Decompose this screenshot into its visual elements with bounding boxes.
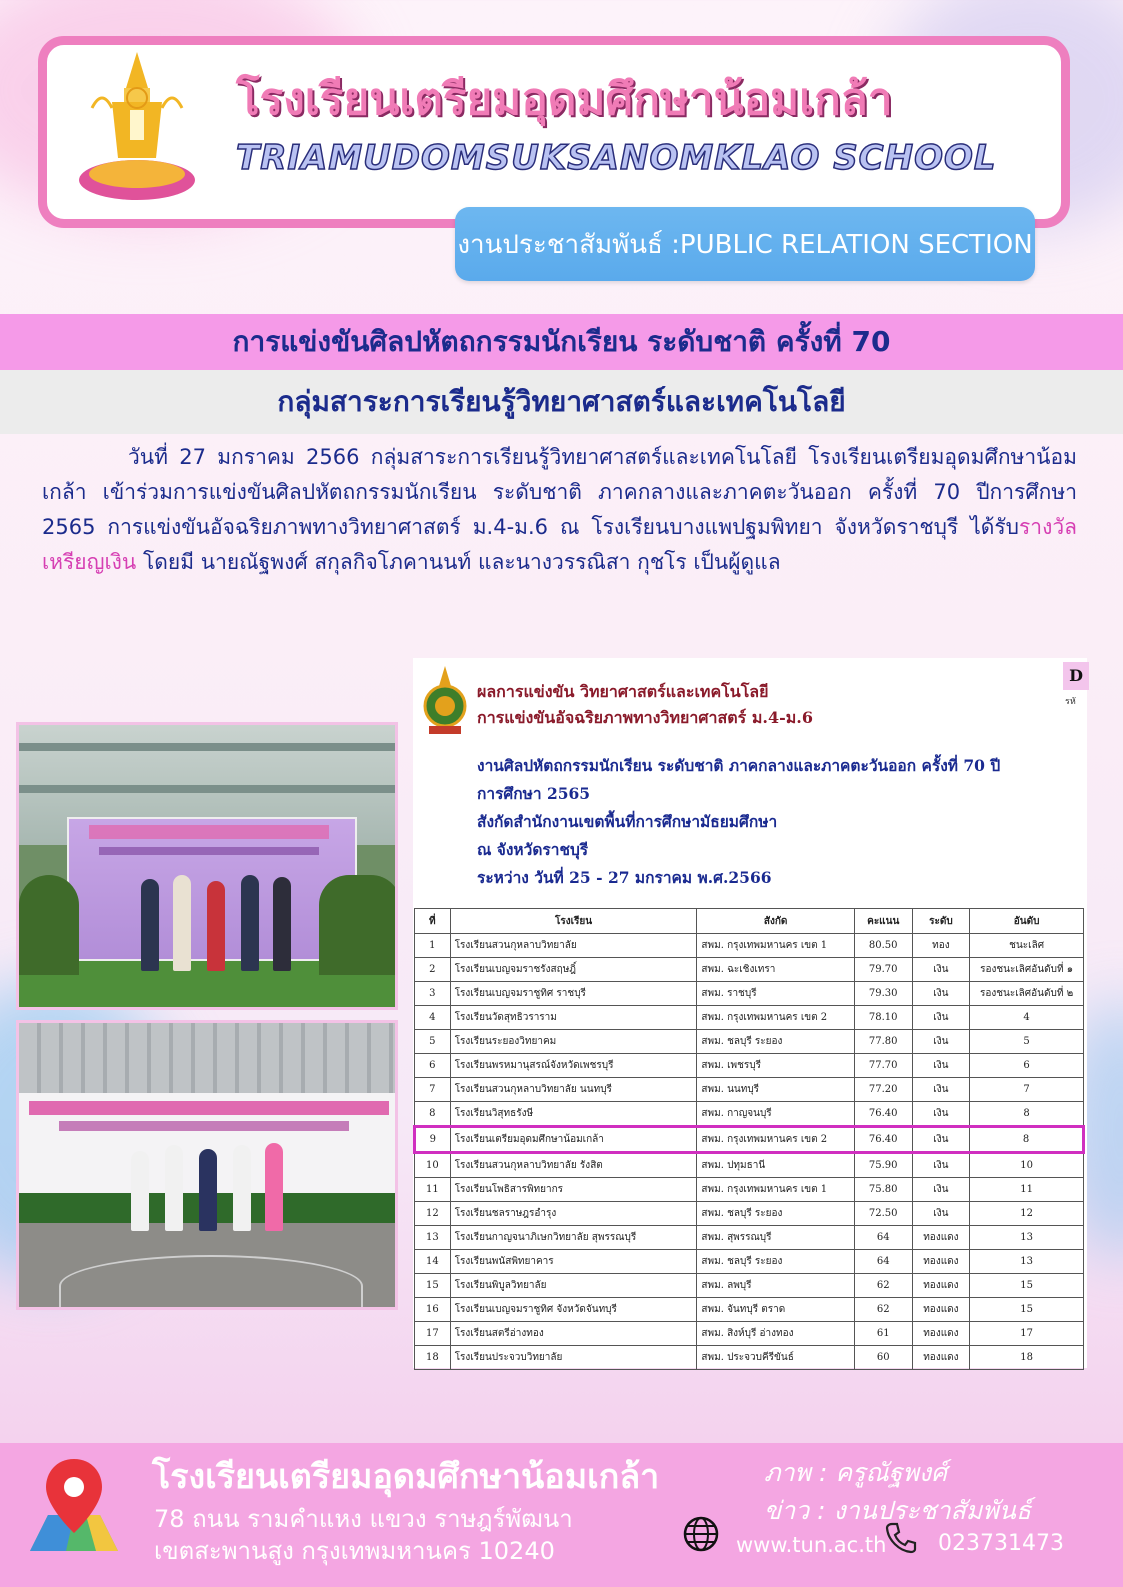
table-row [415, 1054, 1084, 1078]
table-cell: 8 [970, 1102, 1084, 1127]
table-cell: 62 [854, 1298, 912, 1322]
table-row [415, 982, 1084, 1006]
table-cell: 60 [854, 1346, 912, 1370]
column-header: ที่ [415, 909, 451, 934]
table-cell: โรงเรียนสตรีอ่างทอง [450, 1322, 697, 1346]
table-cell: 8 [415, 1102, 451, 1127]
table-cell: เงิน [912, 1127, 970, 1153]
table-cell: ทอง [912, 934, 970, 958]
table-cell: สพม. นนทบุรี [697, 1078, 854, 1102]
table-cell: เงิน [912, 982, 970, 1006]
sheet-corner-sublabel: รหั [1065, 697, 1076, 707]
table-cell: ทองแดง [912, 1250, 970, 1274]
table-cell: 77.20 [854, 1078, 912, 1102]
footer [0, 1443, 1123, 1587]
table-cell: 10 [970, 1153, 1084, 1178]
table-cell: 76.40 [854, 1102, 912, 1127]
table-cell: เงิน [912, 1153, 970, 1178]
table-cell: 4 [415, 1006, 451, 1030]
phone-number: 023731473 [938, 1531, 1064, 1556]
column-header: โรงเรียน [450, 909, 697, 934]
footer-address-line: 78 ถนน รามคำแหง แขวง ราษฎร์พัฒนา [154, 1505, 573, 1533]
page-subtitle: กลุ่มสาระการเรียนรู้วิทยาศาสตร์และเทคโนโลยี [277, 385, 846, 418]
table-cell: 64 [854, 1250, 912, 1274]
event-photo-2 [16, 1020, 398, 1310]
table-cell: 17 [970, 1322, 1084, 1346]
table-row [415, 1102, 1084, 1127]
student-figure [131, 1151, 149, 1231]
table-cell: 12 [415, 1202, 451, 1226]
sheet-event-info [477, 752, 1077, 892]
table-cell: โรงเรียนวิสุทธรังษี [450, 1102, 697, 1127]
ministry-emblem-icon [419, 664, 471, 740]
table-cell: โรงเรียนพรหมานุสรณ์จังหวัดเพชรบุรี [450, 1054, 697, 1078]
table-cell: 9 [415, 1127, 451, 1153]
table-cell: 15 [415, 1274, 451, 1298]
table-cell: เงิน [912, 1006, 970, 1030]
table-cell: 14 [415, 1250, 451, 1274]
table-cell: 3 [415, 982, 451, 1006]
table-cell: 6 [970, 1054, 1084, 1078]
student-figure [207, 881, 225, 971]
table-cell: โรงเรียนเบญจมราชรังสฤษฎิ์ [450, 958, 697, 982]
school-name-thai: โรงเรียนเตรียมอุดมศึกษาน้อมเกล้า [236, 74, 893, 125]
table-cell: สพม. กรุงเทพมหานคร เขต 2 [697, 1006, 854, 1030]
table-cell: 5 [415, 1030, 451, 1054]
table-cell: 61 [854, 1322, 912, 1346]
table-row [415, 1346, 1084, 1370]
table-cell: 13 [970, 1250, 1084, 1274]
table-cell: โรงเรียนสวนกุหลาบวิทยาลัย นนทบุรี [450, 1078, 697, 1102]
student-figure [233, 1145, 251, 1231]
table-row [415, 1178, 1084, 1202]
table-cell: 15 [970, 1298, 1084, 1322]
table-cell: 75.90 [854, 1153, 912, 1178]
table-cell: 62 [854, 1274, 912, 1298]
news-paragraph [42, 440, 1077, 580]
table-cell: โรงเรียนเบญจมราชูทิศ ราชบุรี [450, 982, 697, 1006]
table-cell: 17 [415, 1322, 451, 1346]
school-emblem-logo [72, 48, 202, 208]
table-cell: โรงเรียนระยองวิทยาคม [450, 1030, 697, 1054]
table-cell: เงิน [912, 1054, 970, 1078]
footer-school-name: โรงเรียนเตรียมอุดมศึกษาน้อมเกล้า [152, 1457, 660, 1497]
sheet-info-line: ณ จังหวัดราชบุรี [477, 840, 589, 859]
table-cell: 79.30 [854, 982, 912, 1006]
table-cell: 76.40 [854, 1127, 912, 1153]
table-cell: สพม. กาญจนบุรี [697, 1102, 854, 1127]
map-pin-icon [26, 1455, 122, 1555]
table-cell: สพม. จันทบุรี ตราด [697, 1298, 854, 1322]
table-cell: ทองแดง [912, 1346, 970, 1370]
globe-icon [682, 1515, 720, 1553]
table-cell: 64 [854, 1226, 912, 1250]
sheet-heading: ผลการแข่งขัน วิทยาศาสตร์และเทคโนโลยี [477, 682, 769, 701]
table-cell: สพม. กรุงเทพมหานคร เขต 1 [697, 934, 854, 958]
results-table [413, 908, 1085, 1370]
table-row-highlighted [415, 1127, 1084, 1153]
table-cell: โรงเรียนประจวบวิทยาลัย [450, 1346, 697, 1370]
news-text-part1: วันที่ 27 มกราคม 2566 กลุ่มสาระการเรียนรู้วิทยาศาสตร์และเทคโนโลยี โรงเรียนเตรียมอุดมศึกษาน้อมเกล้า เข้าร่วมการแข่งขันศิลปหัตถกรรมนักเรียน ระดับชาติ ภาคกลางและภาคตะวันออก ครั้งที่ 70 ปีการศึกษา 2565 การแข่งขันอัจฉริยภาพทางวิทยาศาสตร์ ม.4-ม.6 ณ โรงเรียนบางแพปฐมพิทยา จังหวัดราชบุรี ได้รับ [42, 445, 1077, 539]
table-cell: เงิน [912, 1102, 970, 1127]
results-sheet [413, 658, 1087, 1368]
student-figure [241, 875, 259, 971]
table-cell: 5 [970, 1030, 1084, 1054]
award-highlight: รางวัลเหรียญเงิน [42, 515, 1077, 574]
news-text-part2: โดยมี นายณัฐพงศ์ สกุลกิจโภคานนท์ และนางวรรณิสา กุชโร เป็นผู้ดูแล [136, 550, 781, 574]
table-cell: เงิน [912, 1030, 970, 1054]
table-cell: 1 [415, 934, 451, 958]
table-cell: โรงเรียนพนัสพิทยาคาร [450, 1250, 697, 1274]
table-cell: 10 [415, 1153, 451, 1178]
table-cell: สพม. ฉะเชิงเทรา [697, 958, 854, 982]
table-cell: โรงเรียนกาญจนาภิเษกวิทยาลัย สุพรรณบุรี [450, 1226, 697, 1250]
school-name-english: TRIAMUDOMSUKSANOMKLAO SCHOOL [236, 138, 997, 178]
student-figure [173, 875, 191, 971]
table-cell: ชนะเลิศ [970, 934, 1084, 958]
teacher-figure [265, 1143, 283, 1231]
table-cell: เงิน [912, 958, 970, 982]
table-cell: 7 [970, 1078, 1084, 1102]
table-cell: 6 [415, 1054, 451, 1078]
table-cell: 7 [415, 1078, 451, 1102]
table-row [415, 1078, 1084, 1102]
news-credit: ข่าว : งานประชาสัมพันธ์ [764, 1496, 1032, 1525]
table-row [415, 934, 1084, 958]
table-cell: ทองแดง [912, 1298, 970, 1322]
table-cell: 16 [415, 1298, 451, 1322]
table-cell: 11 [415, 1178, 451, 1202]
column-header: อันดับ [970, 909, 1084, 934]
table-cell: 12 [970, 1202, 1084, 1226]
sheet-info-line: การศึกษา 2565 [477, 784, 591, 803]
table-cell: เงิน [912, 1178, 970, 1202]
table-cell: 4 [970, 1006, 1084, 1030]
teacher-figure [273, 877, 291, 971]
title-bar [0, 314, 1123, 370]
table-row [415, 1006, 1084, 1030]
sheet-corner-label: D [1063, 662, 1089, 690]
table-cell: โรงเรียนชลราษฎรอำรุง [450, 1202, 697, 1226]
table-cell: สพม. ชลบุรี ระยอง [697, 1030, 854, 1054]
table-cell: 2 [415, 958, 451, 982]
table-cell: สพม. ปทุมธานี [697, 1153, 854, 1178]
student-figure [199, 1149, 217, 1231]
table-cell: สพม. ชลบุรี ระยอง [697, 1250, 854, 1274]
table-cell: โรงเรียนเตรียมอุดมศึกษาน้อมเกล้า [450, 1127, 697, 1153]
website-link[interactable]: www.tun.ac.th [736, 1533, 887, 1557]
table-cell: โรงเรียนโพธิสารพิทยากร [450, 1178, 697, 1202]
table-cell: ทองแดง [912, 1274, 970, 1298]
table-row [415, 1202, 1084, 1226]
table-cell: 78.10 [854, 1006, 912, 1030]
table-cell: สพม. เพชรบุรี [697, 1054, 854, 1078]
table-row [415, 1274, 1084, 1298]
page-title: การแข่งขันศิลปหัตถกรรมนักเรียน ระดับชาติ ครั้งที่ 70 [232, 325, 891, 358]
phone-icon [884, 1521, 918, 1555]
table-cell: สพม. ลพบุรี [697, 1274, 854, 1298]
table-cell: 77.70 [854, 1054, 912, 1078]
table-row [415, 1153, 1084, 1178]
sheet-subheading: การแข่งขันอัจฉริยภาพทางวิทยาศาสตร์ ม.4-ม.6 [477, 708, 813, 727]
table-row [415, 1298, 1084, 1322]
table-row [415, 1250, 1084, 1274]
table-row [415, 1030, 1084, 1054]
table-cell: 77.80 [854, 1030, 912, 1054]
event-photo-1 [16, 722, 398, 1010]
table-cell: 13 [415, 1226, 451, 1250]
table-row [415, 958, 1084, 982]
column-header: สังกัด [697, 909, 854, 934]
table-cell: รองชนะเลิศอันดับที่ ๑ [970, 958, 1084, 982]
table-cell: 72.50 [854, 1202, 912, 1226]
table-cell: เงิน [912, 1202, 970, 1226]
table-row [415, 1226, 1084, 1250]
table-cell: สพม. ประจวบคีรีขันธ์ [697, 1346, 854, 1370]
column-header: ระดับ [912, 909, 970, 934]
table-cell: รองชนะเลิศอันดับที่ ๒ [970, 982, 1084, 1006]
table-cell: สพม. กรุงเทพมหานคร เขต 1 [697, 1178, 854, 1202]
section-label: งานประชาสัมพันธ์ :PUBLIC RELATION SECTION [455, 207, 1035, 281]
table-cell: สพม. กรุงเทพมหานคร เขต 2 [697, 1127, 854, 1153]
student-figure [165, 1145, 183, 1231]
student-figure [141, 879, 159, 971]
table-cell: 18 [415, 1346, 451, 1370]
table-cell: ทองแดง [912, 1226, 970, 1250]
table-cell: 11 [970, 1178, 1084, 1202]
photo-credit: ภาพ : ครูณัฐพงศ์ [764, 1458, 948, 1487]
table-cell: 18 [970, 1346, 1084, 1370]
sheet-info-line: สังกัดสำนักงานเขตพื้นที่การศึกษามัธยมศึกษา [477, 812, 778, 831]
table-cell: สพม. สิงห์บุรี อ่างทอง [697, 1322, 854, 1346]
sheet-info-line: งานศิลปหัตถกรรมนักเรียน ระดับชาติ ภาคกลางและภาคตะวันออก ครั้งที่ 70 ปี [477, 756, 1001, 775]
table-cell: สพม. สุพรรณบุรี [697, 1226, 854, 1250]
table-cell: 75.80 [854, 1178, 912, 1202]
table-cell: โรงเรียนวัดสุทธิวราราม [450, 1006, 697, 1030]
table-cell: 80.50 [854, 934, 912, 958]
table-cell: สพม. ชลบุรี ระยอง [697, 1202, 854, 1226]
table-cell: สพม. ราชบุรี [697, 982, 854, 1006]
subtitle-bar [0, 370, 1123, 434]
table-cell: 15 [970, 1274, 1084, 1298]
sheet-info-line: ระหว่าง วันที่ 25 - 27 มกราคม พ.ศ.2566 [477, 868, 772, 887]
table-cell: โรงเรียนสวนกุหลาบวิทยาลัย รังสิต [450, 1153, 697, 1178]
table-cell: 8 [970, 1127, 1084, 1153]
table-cell: โรงเรียนพิบูลวิทยาลัย [450, 1274, 697, 1298]
table-cell: 79.70 [854, 958, 912, 982]
table-cell: เงิน [912, 1078, 970, 1102]
table-cell: โรงเรียนเบญจมราชูทิศ จังหวัดจันทบุรี [450, 1298, 697, 1322]
table-header-row [415, 909, 1084, 934]
table-cell: 13 [970, 1226, 1084, 1250]
table-row [415, 1322, 1084, 1346]
table-cell: ทองแดง [912, 1322, 970, 1346]
table-cell: โรงเรียนสวนกุหลาบวิทยาลัย [450, 934, 697, 958]
footer-address-line: เขตสะพานสูง กรุงเทพมหานคร 10240 [154, 1537, 555, 1565]
column-header: คะแนน [854, 909, 912, 934]
